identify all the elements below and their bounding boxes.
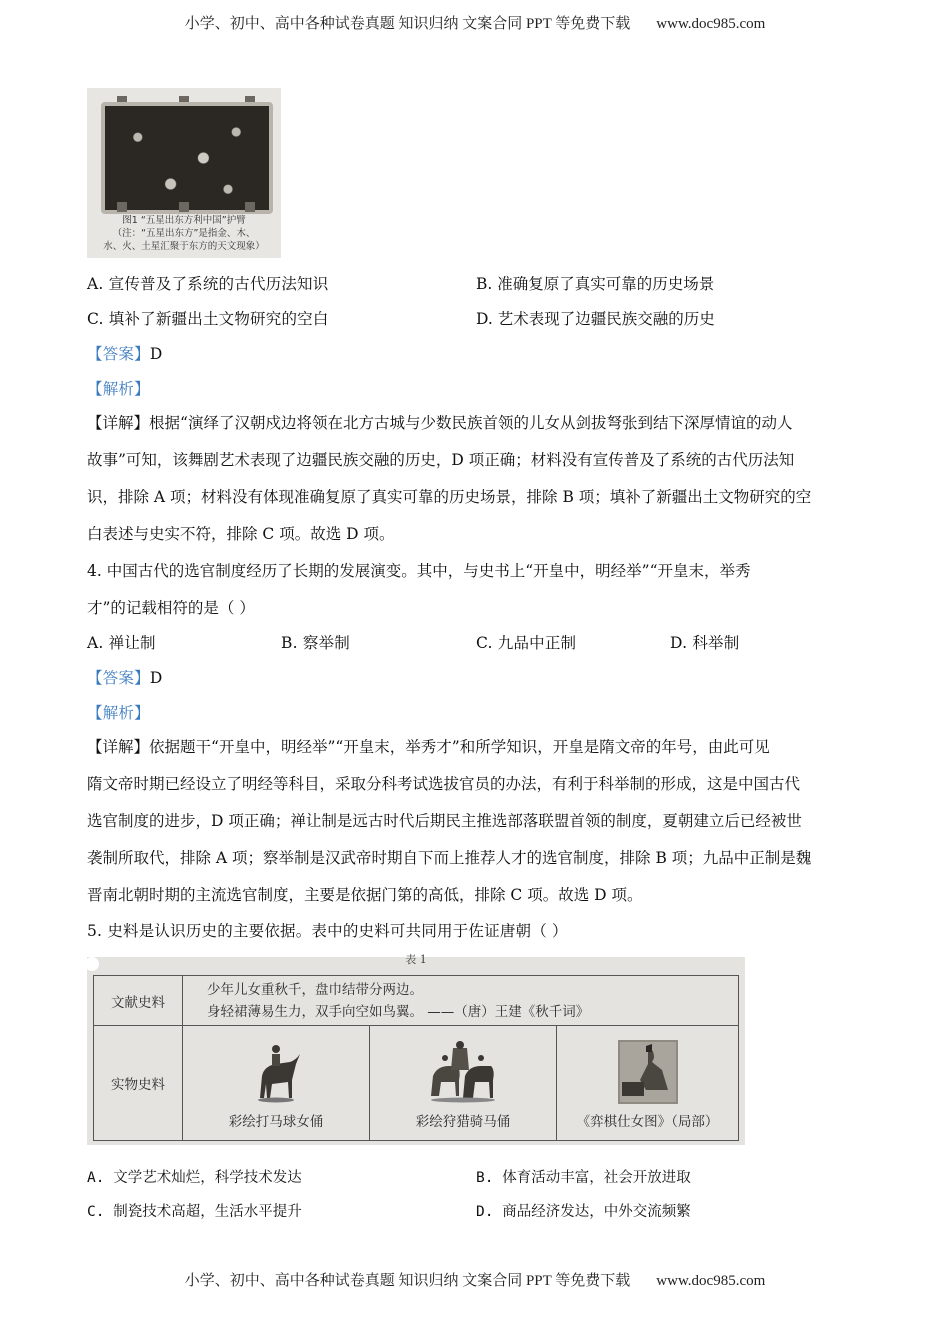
q3-option-b[interactable]: B. 准确复原了真实可靠的历史场景 xyxy=(476,275,715,293)
detail-line: 晋南北朝时期的主流选官制度，主要是依据门第的高低，排除 C 项。故选 D 项。 xyxy=(87,886,643,904)
answer-value: D xyxy=(149,345,163,363)
q4-detail xyxy=(87,729,862,914)
q4-answer xyxy=(87,668,162,688)
go-playing-lady-painting-icon xyxy=(618,1040,678,1104)
q3-option-d[interactable]: D. 艺术表现了边疆民族交融的历史 xyxy=(476,310,715,328)
q5-option-a[interactable]: A. 文学艺术灿烂，科学技术发达 xyxy=(87,1170,302,1186)
caption-line: （注：“五星出东方”是指金、木、 xyxy=(112,228,256,239)
q3-analysis xyxy=(87,379,150,399)
q5-option-d[interactable]: D. 商品经济发达，中外交流频繁 xyxy=(476,1204,691,1220)
detail-line: 隋文帝时期已经设立了明经等科目，采取分科考试选拔官员的办法，有利于科举制的形成，这是中国古代 xyxy=(87,775,801,793)
detail-text: 依据题干“开皇中，明经举”“开皇末，举秀才”和所学知识，开皇是隋文帝的年号，由此可见 xyxy=(149,738,770,756)
q5-option-b[interactable]: B. 体育活动丰富，社会开放进取 xyxy=(476,1170,691,1186)
source-table xyxy=(93,975,739,1141)
q3-option-a[interactable]: A. 宣传普及了系统的古代历法知识 xyxy=(87,275,329,293)
figure-caption xyxy=(93,214,275,253)
detail-line: 袭制所取代，排除 A 项；察举制是汉武帝时期自下而上推荐人才的选官制度，排除 B 项；九品中正制是魏 xyxy=(87,849,812,867)
q4-stem-line: 4. 中国古代的选官制度经历了长期的发展演变。其中，与史书上“开皇中，明经举”“开皇末，举秀 xyxy=(87,562,751,580)
detail-line: 识，排除 A 项；材料没有体现准确复原了真实可靠的历史场景，排除 B 项；填补了新疆出土文物研究的空 xyxy=(87,488,812,506)
header-url[interactable]: www.doc985.com xyxy=(656,16,766,32)
table-title: 表 1 xyxy=(405,953,427,966)
detail-text: 根据“演绎了汉朝戍边将领在北方古城与少数民族首领的儿女从剑拔弩张到结下深厚情谊的动人 xyxy=(149,414,793,432)
analysis-tag: 【解析】 xyxy=(87,704,150,722)
detail-line: 故事”可知，该舞剧艺术表现了边疆民族交融的历史，D 项正确；材料没有宣传普及了系统的古代历法知 xyxy=(87,451,795,469)
artifact-cell xyxy=(370,1026,557,1141)
detail-line: 白表述与史实不符，排除 C 项。故选 D 项。 xyxy=(87,525,395,543)
q4-option-b[interactable]: B. 察举制 xyxy=(281,634,350,652)
q3-option-c[interactable]: C. 填补了新疆出土文物研究的空白 xyxy=(87,310,329,328)
artifact-caption: 《弈棋仕女图》（局部） xyxy=(576,1114,719,1130)
q4-stem xyxy=(87,553,862,627)
answer-tag: 【答案】 xyxy=(87,345,150,363)
detail-line: 选官制度的进步，D 项正确；禅让制是远古时代后期民主推选部落联盟首领的制度，夏朝建立后已经被世 xyxy=(87,812,802,830)
footer-url[interactable]: www.doc985.com xyxy=(656,1273,766,1289)
page-header xyxy=(0,12,950,33)
caption-line: 水、火、土星汇聚于东方的天文现象） xyxy=(103,241,265,252)
header-text: 小学、初中、高中各种试卷真题 知识归纳 文案合同 PPT 等免费下载 xyxy=(184,16,631,32)
q4-stem-line: 才”的记载相符的是（ ） xyxy=(87,599,255,617)
q4-option-c[interactable]: C. 九品中正制 xyxy=(476,634,577,652)
poem-line: 少年儿女重秋千，盘巾结带分两边。 xyxy=(207,981,423,998)
q4-option-d[interactable]: D. 科举制 xyxy=(670,634,740,652)
artifact-caption: 彩绘打马球女俑 xyxy=(228,1114,324,1130)
armguard-tab xyxy=(245,202,255,212)
q5-stem: 5. 史料是认识历史的主要依据。表中的史料可共同用于佐证唐朝（ ） xyxy=(87,922,568,940)
artifact-caption: 彩绘狩猎骑马俑 xyxy=(415,1114,511,1130)
q4-option-a[interactable]: A. 禅让制 xyxy=(87,634,156,652)
detail-tag: 【详解】 xyxy=(87,738,150,756)
poem-line: 身轻裙薄易生力，双手向空如鸟翼。 ——（唐）王建《秋千词》 xyxy=(207,1003,590,1020)
armguard-image xyxy=(101,102,273,214)
hunting-riders-figurine-icon xyxy=(423,1040,503,1104)
analysis-tag: 【解析】 xyxy=(87,380,150,398)
answer-tag: 【答案】 xyxy=(87,669,150,687)
q4-analysis xyxy=(87,703,150,723)
q3-answer xyxy=(87,344,162,364)
artifact-cell xyxy=(557,1026,739,1141)
armguard-tab xyxy=(117,202,127,212)
row-header-literature: 文献史料 xyxy=(94,976,183,1026)
detail-line xyxy=(87,729,862,766)
detail-tag: 【详解】 xyxy=(87,414,150,432)
q3-detail xyxy=(87,405,862,553)
table-row xyxy=(94,976,739,1026)
table-row xyxy=(94,1026,739,1141)
poem-cell xyxy=(183,976,739,1026)
source-table-image xyxy=(87,953,745,1145)
q5-option-c[interactable]: C. 制瓷技术高超，生活水平提升 xyxy=(87,1204,302,1220)
page-footer xyxy=(0,1269,950,1290)
polo-rider-figurine-icon xyxy=(246,1040,306,1104)
footer-text: 小学、初中、高中各种试卷真题 知识归纳 文案合同 PPT 等免费下载 xyxy=(184,1273,631,1289)
artifact-cell xyxy=(183,1026,370,1141)
figure-armguard xyxy=(87,88,281,258)
detail-line xyxy=(87,405,862,442)
row-header-artifacts: 实物史料 xyxy=(94,1026,183,1141)
answer-value: D xyxy=(149,669,163,687)
armguard-tab xyxy=(179,202,189,212)
caption-line: 图1 “五星出东方利中国”护臂 xyxy=(122,215,246,226)
